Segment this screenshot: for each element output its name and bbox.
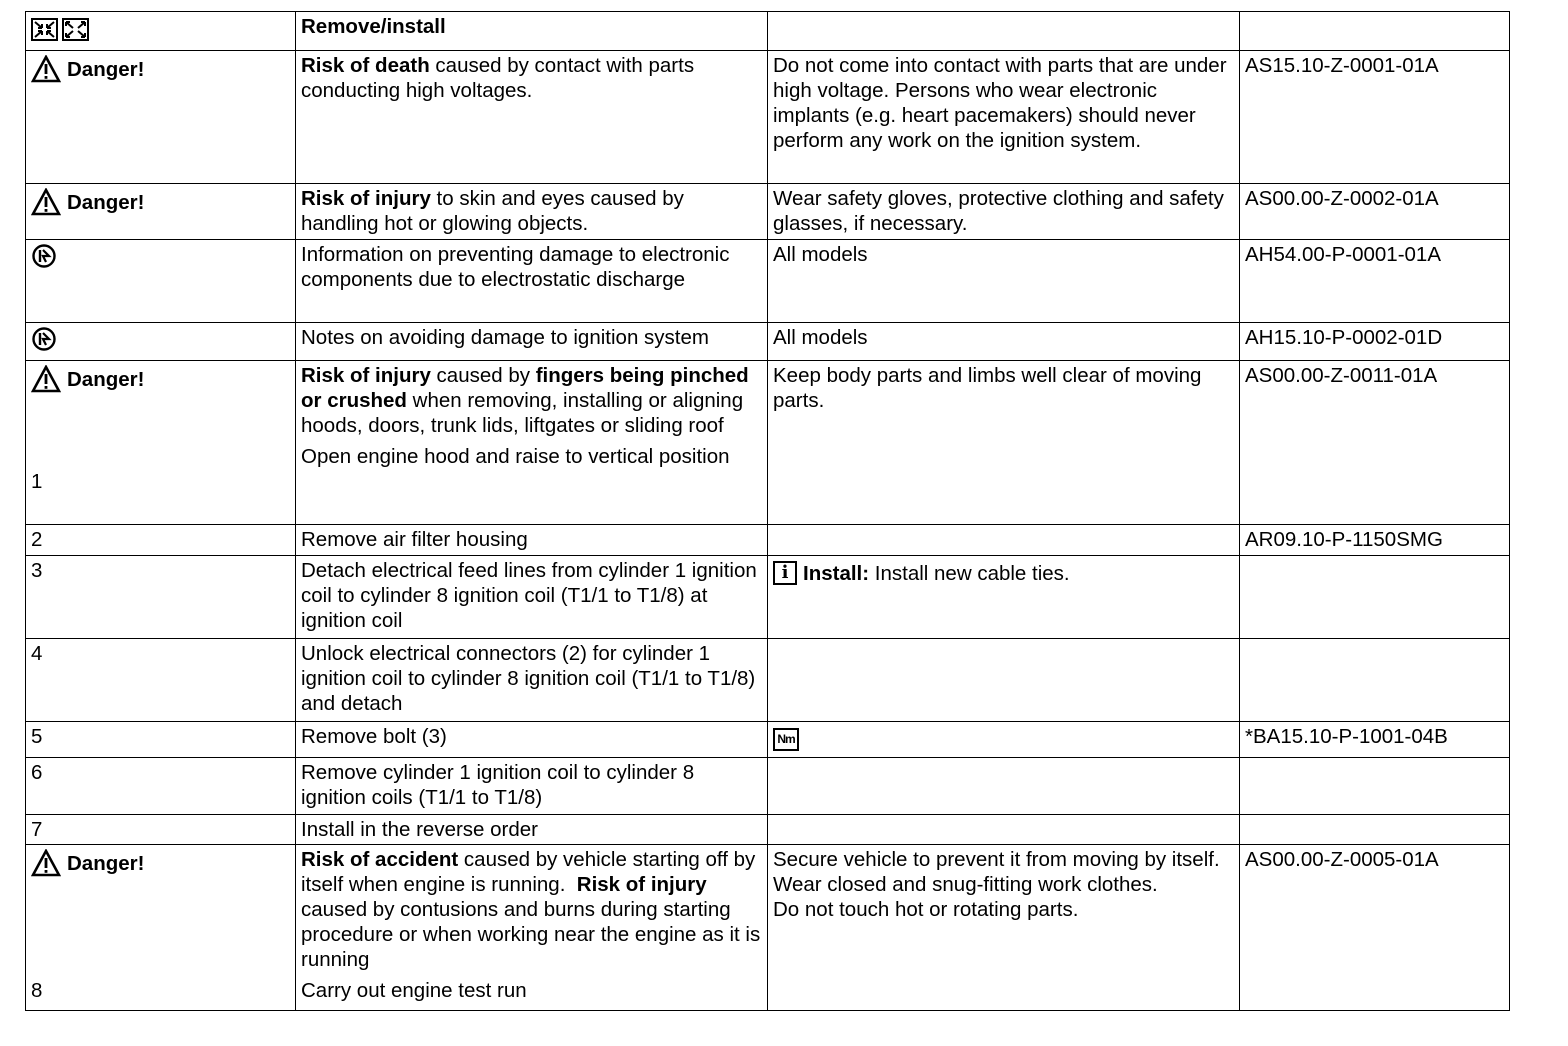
note-cell: Keep body parts and limbs well clear of moving parts. [768, 361, 1240, 525]
danger-label: Danger! [67, 367, 145, 391]
step-number: 3 [26, 556, 296, 639]
description-cell: Risk of death caused by contact with parts conducting high voltages. [296, 51, 768, 184]
table-row [26, 815, 1510, 845]
description-cell: Risk of injury to skin and eyes caused by handling hot or glowing objects. [296, 184, 768, 240]
note-cell [768, 815, 1240, 845]
warning-triangle-icon [31, 55, 61, 83]
description-cell: Notes on avoiding damage to ignition system [296, 323, 768, 361]
header-col4 [1240, 12, 1510, 51]
table-row [26, 639, 1510, 722]
table-row [26, 323, 1510, 361]
description-cell: Remove cylinder 1 ignition coil to cylinder 8 ignition coils (T1/1 to T1/8) [296, 758, 768, 815]
description-cell: Install in the reverse order [296, 815, 768, 845]
torque-nm-icon: Nm [773, 728, 799, 751]
step-text: Open engine hood and raise to vertical position [301, 445, 730, 468]
reference-cell [1240, 639, 1510, 722]
header-col3 [768, 12, 1240, 51]
install-icon [62, 18, 89, 41]
danger-cell [26, 184, 296, 240]
table-row [26, 845, 1510, 1011]
table-header-row [26, 12, 1510, 51]
warning-triangle-icon [31, 365, 61, 393]
note-cell: All models [768, 323, 1240, 361]
reference-link[interactable]: AH54.00-P-0001-01A [1240, 240, 1510, 323]
description-cell: Unlock electrical connectors (2) for cylinder 1 ignition coil to cylinder 8 ignition coil (T1/1 to T1/8) and detach [296, 639, 768, 722]
note-cell [768, 758, 1240, 815]
reference-cell [1240, 758, 1510, 815]
info-icon: i [773, 561, 797, 585]
table-row [26, 722, 1510, 758]
warning-triangle-icon [31, 188, 61, 216]
step-number: 1 [31, 470, 43, 493]
description-cell: Detach electrical feed lines from cylinder 1 ignition coil to cylinder 8 ignition coil (T1/1 to T1/8) at ignition coil [296, 556, 768, 639]
header-title: Remove/install [296, 12, 768, 51]
note-cell: i Install: Install new cable ties. [768, 556, 1240, 639]
reference-link[interactable]: AS15.10-Z-0001-01A [1240, 51, 1510, 184]
step-text: Carry out engine test run [301, 979, 527, 1002]
description-cell: Remove air filter housing [296, 525, 768, 556]
icon-cell [26, 323, 296, 361]
description-cell: Risk of injury caused by fingers being pinched or crushed when removing, installing or aligning hoods, doors, trunk lids, liftgates or sliding roof Open engine hood and raise to vertical position [296, 361, 768, 525]
reference-link[interactable]: *BA15.10-P-1001-04B [1240, 722, 1510, 758]
table-row [26, 758, 1510, 815]
note-cell [768, 525, 1240, 556]
description-cell: Remove bolt (3) [296, 722, 768, 758]
esd-caution-icon [31, 326, 57, 352]
icon-cell [26, 240, 296, 323]
description-cell: Information on preventing damage to electronic components due to electrostatic discharge [296, 240, 768, 323]
note-cell: Wear safety gloves, protective clothing and safety glasses, if necessary. [768, 184, 1240, 240]
table-row [26, 525, 1510, 556]
table-row [26, 240, 1510, 323]
reference-link[interactable]: AR09.10-P-1150SMG [1240, 525, 1510, 556]
table-row [26, 361, 1510, 525]
step-number: 5 [26, 722, 296, 758]
table-row [26, 51, 1510, 184]
reference-cell [1240, 556, 1510, 639]
procedure-table [25, 11, 1510, 1011]
reference-link[interactable]: AS00.00-Z-0002-01A [1240, 184, 1510, 240]
table-row [26, 184, 1510, 240]
danger-cell [26, 845, 296, 1011]
danger-label: Danger! [67, 190, 145, 214]
header-icons-cell [26, 12, 296, 51]
reference-link[interactable]: AS00.00-Z-0005-01A [1240, 845, 1510, 1011]
step-number: 2 [26, 525, 296, 556]
remove-icon [31, 18, 58, 41]
warning-triangle-icon [31, 849, 61, 877]
step-number: 8 [31, 979, 43, 1002]
note-cell [768, 722, 1240, 758]
reference-cell [1240, 815, 1510, 845]
reference-link[interactable]: AH15.10-P-0002-01D [1240, 323, 1510, 361]
danger-cell [26, 361, 296, 525]
danger-label: Danger! [67, 851, 145, 875]
note-cell [768, 639, 1240, 722]
description-cell: Risk of accident caused by vehicle starting off by itself when engine is running. Risk of injury caused by contusions and burns during starting procedure or when working near the engine as it is running Carry out engine test run [296, 845, 768, 1011]
danger-label: Danger! [67, 57, 145, 81]
note-cell: Secure vehicle to prevent it from moving by itself. Wear closed and snug-fitting work clothes. Do not touch hot or rotating parts. [768, 845, 1240, 1011]
esd-caution-icon [31, 243, 57, 269]
reference-link[interactable]: AS00.00-Z-0011-01A [1240, 361, 1510, 525]
step-number: 4 [26, 639, 296, 722]
step-number: 6 [26, 758, 296, 815]
step-number: 7 [26, 815, 296, 845]
danger-cell [26, 51, 296, 184]
note-cell: Do not come into contact with parts that are under high voltage. Persons who wear electronic implants (e.g. heart pacemakers) should never perform any work on the ignition system. [768, 51, 1240, 184]
note-cell: All models [768, 240, 1240, 323]
table-row [26, 556, 1510, 639]
